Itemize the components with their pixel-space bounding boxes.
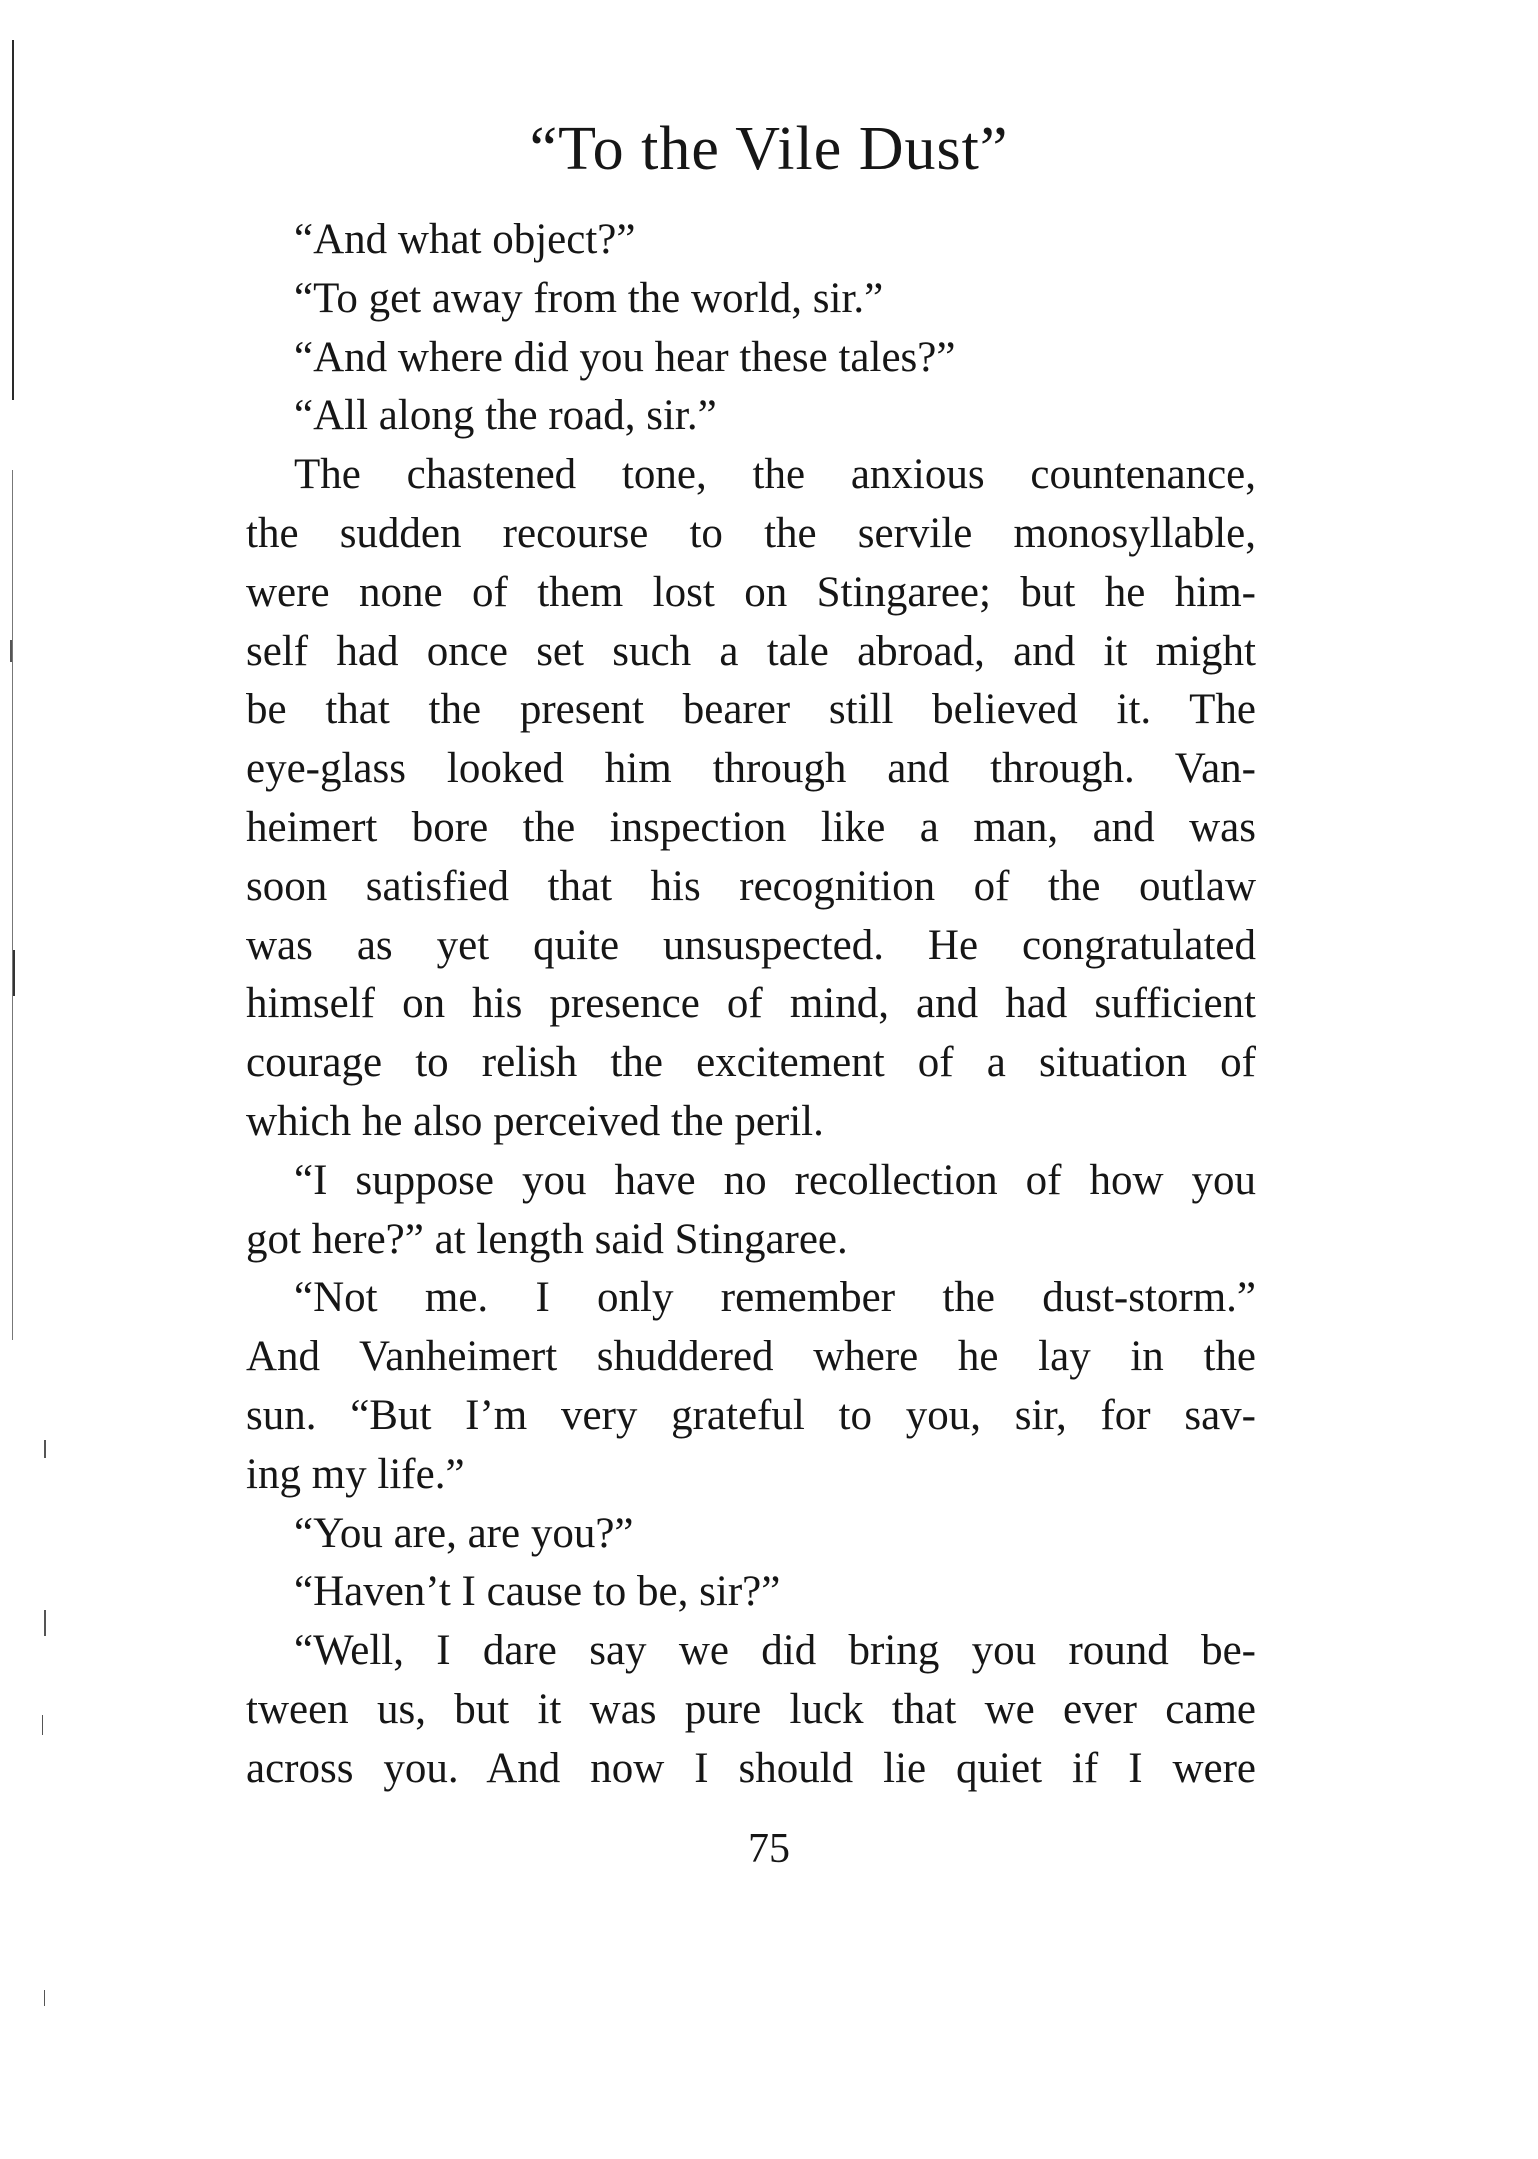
text-line: heimert bore the inspection like a man, and was [246, 803, 1256, 851]
scan-speck [44, 1990, 45, 2006]
text-line: And Vanheimert shuddered where he lay in the [246, 1333, 1256, 1381]
running-head: “To the Vile Dust” [529, 115, 1009, 183]
text-line: were none of them lost on Stingaree; but he him- [246, 568, 1256, 616]
text-line: The chastened tone, the anxious countenance, [294, 451, 1256, 499]
scan-edge-line [12, 40, 14, 400]
text-line: “Not me. I only remember the dust-storm.” [294, 1274, 1256, 1322]
text-line: “Well, I dare say we did bring you round be- [294, 1627, 1256, 1675]
scan-speck [13, 950, 15, 996]
text-line: got here?” at length said Stingaree. [246, 1215, 848, 1263]
text-line: the sudden recourse to the servile monosyllable, [246, 509, 1256, 557]
text-line: self had once set such a tale abroad, and it might [246, 627, 1256, 675]
page-number: 75 [748, 1826, 790, 1872]
text-line: soon satisfied that his recognition of the outlaw [246, 862, 1256, 910]
text-line: “To get away from the world, sir.” [294, 274, 884, 322]
scan-edge-line [12, 470, 13, 1340]
text-line: eye-glass looked him through and through. Van- [246, 745, 1256, 793]
text-line: “And where did you hear these tales?” [294, 333, 956, 381]
scan-speck [44, 1610, 46, 1636]
text-line: courage to relish the excitement of a situation of [246, 1039, 1256, 1087]
text-line: tween us, but it was pure luck that we ever came [246, 1685, 1256, 1733]
text-line: himself on his presence of mind, and had sufficient [246, 980, 1256, 1028]
text-line: be that the present bearer still believed it. The [246, 686, 1256, 734]
scan-speck [44, 1440, 46, 1458]
text-line: “Haven’t I cause to be, sir?” [294, 1568, 781, 1616]
text-line: was as yet quite unsuspected. He congratulated [246, 921, 1256, 969]
text-line: across you. And now I should lie quiet if I were [246, 1744, 1256, 1792]
text-line: “And what object?” [294, 216, 636, 263]
text-line: “You are, are you?” [294, 1509, 634, 1557]
text-line: “I suppose you have no recollection of how you [294, 1156, 1256, 1204]
scan-speck [42, 1715, 43, 1735]
text-line: sun. “But I’m very grateful to you, sir, for sav- [246, 1391, 1256, 1439]
text-line: “All along the road, sir.” [294, 392, 717, 440]
text-line: ing my life.” [246, 1450, 465, 1498]
text-line: which he also perceived the peril. [246, 1097, 824, 1145]
body-text [246, 211, 1256, 1799]
scan-speck [10, 640, 12, 662]
